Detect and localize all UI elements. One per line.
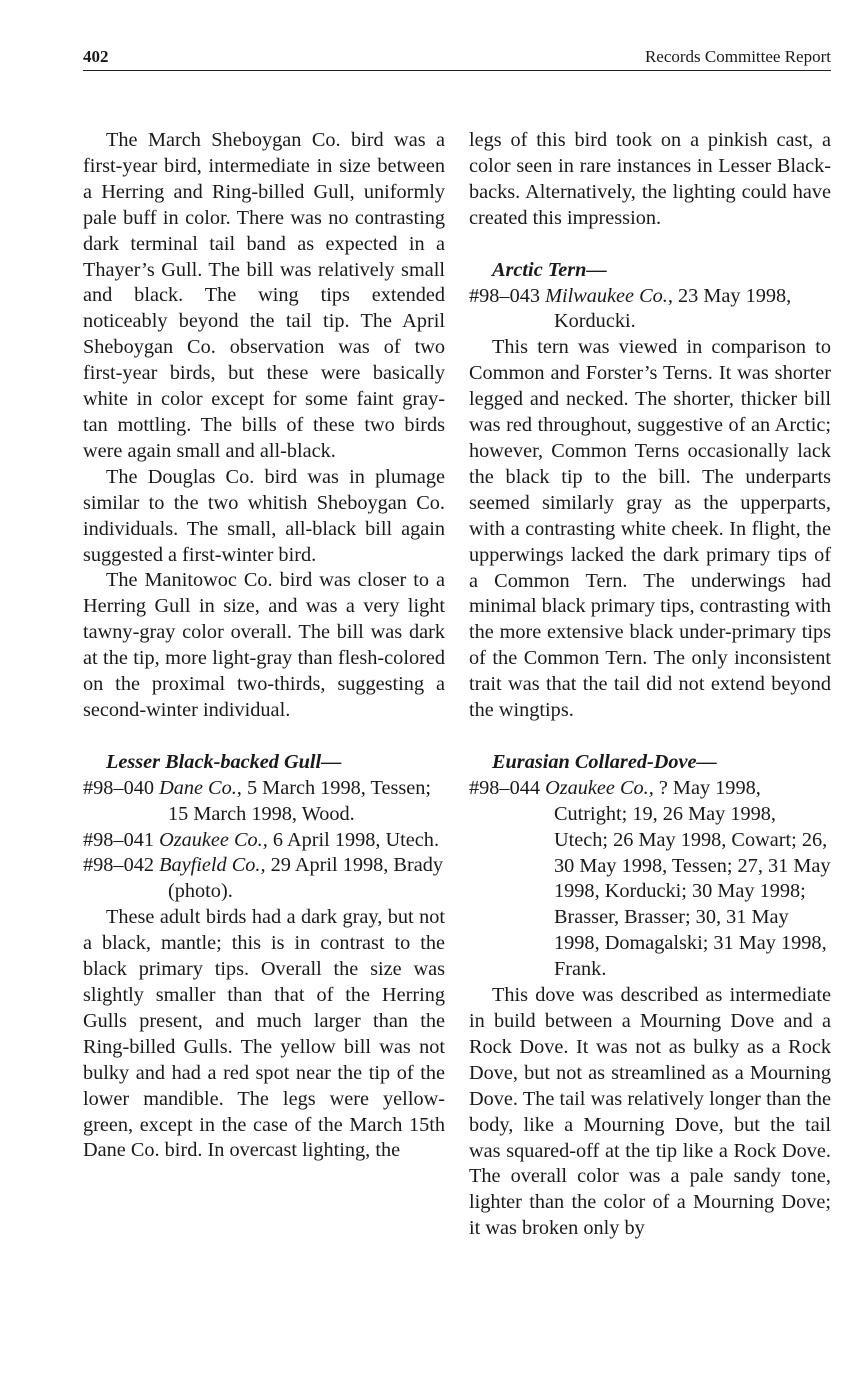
left-column [83,128,445,1164]
record-details: 5 March 1998, Tessen; 15 March 1998, Wood. [168,776,432,825]
paragraph: These adult birds had a dark gray, but not a black, mantle; this is in contrast to the black primary tips. Overall the size was slightly smaller than that of the Herring Gulls present, and much larger than the Ring-billed Gulls. The yellow bill was not bulky and had a red spot near the tip of the lower mandible. The legs were yellow-green, except in the case of the March 15th Dane Co. bird. In overcast lighting, the [83,906,445,1162]
paragraph: This dove was described as intermediate in build between a Mourning Dove and a Rock Dove. It was not as bulky as a Rock Dove, but not as streamlined as a Mourning Dove. The tail was relatively longer than the body, like a Mourning Dove, but the tail was squared-off at the tip like a Rock Dove. The overall color was a pale sandy tone, lighter than the color of a Mourning Dove; it was broken only by [469,984,831,1240]
record-location: Ozaukee Co., [159,828,268,851]
record-entry [469,284,831,336]
record-entry [83,828,445,854]
right-column [469,128,831,1242]
paragraph: legs of this bird took on a pinkish cast, a color seen in rare instances in Lesser Black-backs. Alternatively, the lighting could have created this impression. [469,129,831,229]
record-number: #98–042 [83,854,160,877]
paragraph: This tern was viewed in comparison to Common and Forster’s Terns. It was shorter legged and necked. The shorter, thicker bill was red throughout, suggestive of an Arctic; however, Common Terns occasionally lack the black tip to the bill. The underparts seemed similarly gray as the upperparts, with a contrasting white cheek. In flight, the upperwings lacked the dark primary tips of a Common Tern. The underwings had minimal black primary tips, contrasting with the more extensive black under-primary tips of the Common Tern. The only inconsistent trait was that the tail did not extend beyond the wingtips. [469,336,831,722]
record-number: #98–043 [469,284,546,307]
record-number: #98–044 [469,776,546,799]
species-heading: Lesser Black-backed Gull— [106,750,342,773]
running-head: Records Committee Report [644,47,831,66]
record-entry [83,853,445,905]
record-location: Dane Co., [159,776,242,799]
record-number: #98–041 [83,828,160,851]
section-gap [469,232,831,258]
section-gap [83,724,445,750]
species-heading: Eurasian Collared-Dove— [492,750,717,773]
page-number: 402 [83,47,109,66]
record-entry [469,776,831,983]
species-heading: Arctic Tern— [492,258,607,281]
record-details: 29 April 1998, Brady (photo). [168,854,443,903]
paragraph: The Manitowoc Co. bird was closer to a Herring Gull in size, and was a very light tawny-gray color overall. The bill was dark at the tip, more light-gray than flesh-colored on the proximal two-thirds, suggesting a second-winter individual. [83,569,445,721]
record-entry [83,776,445,828]
section-gap [469,724,831,750]
paragraph: The Douglas Co. bird was in plumage similar to the two whitish Sheboygan Co. individuals. The small, all-black bill again suggested a first-winter bird. [83,465,445,566]
record-details: 23 May 1998, Korducki. [554,284,792,333]
record-location: Milwaukee Co., [545,284,673,307]
paragraph: The March Sheboygan Co. bird was a first-year bird, intermediate in size between a Herring and Ring-billed Gull, uniformly pale buff in color. There was no contrasting dark terminal tail band as expected in a Thayer’s Gull. The bill was relatively small and black. The wing tips extended noticeably beyond the tail tip. The April Sheboygan Co. observation was of two first-year birds, but these were basically white in color except for some faint gray-tan mottling. The bills of these two birds were again small and all-black. [83,129,445,462]
page-header [83,44,831,71]
record-details: ? May 1998, Cutright; 19, 26 May 1998, Utech; 26 May 1998, Cowart; 26, 30 May 1998, Tessen; 27, 31 May 1998, Korducki; 30 May 1998; Brasser, Brasser; 30, 31 May 1998, Domagalski; 31 May 1998, Frank. [554,776,831,981]
record-location: Ozaukee Co., [545,776,654,799]
record-details: 6 April 1998, Utech. [267,828,440,851]
record-number: #98–040 [83,776,160,799]
record-location: Bayfield Co., [159,854,266,877]
